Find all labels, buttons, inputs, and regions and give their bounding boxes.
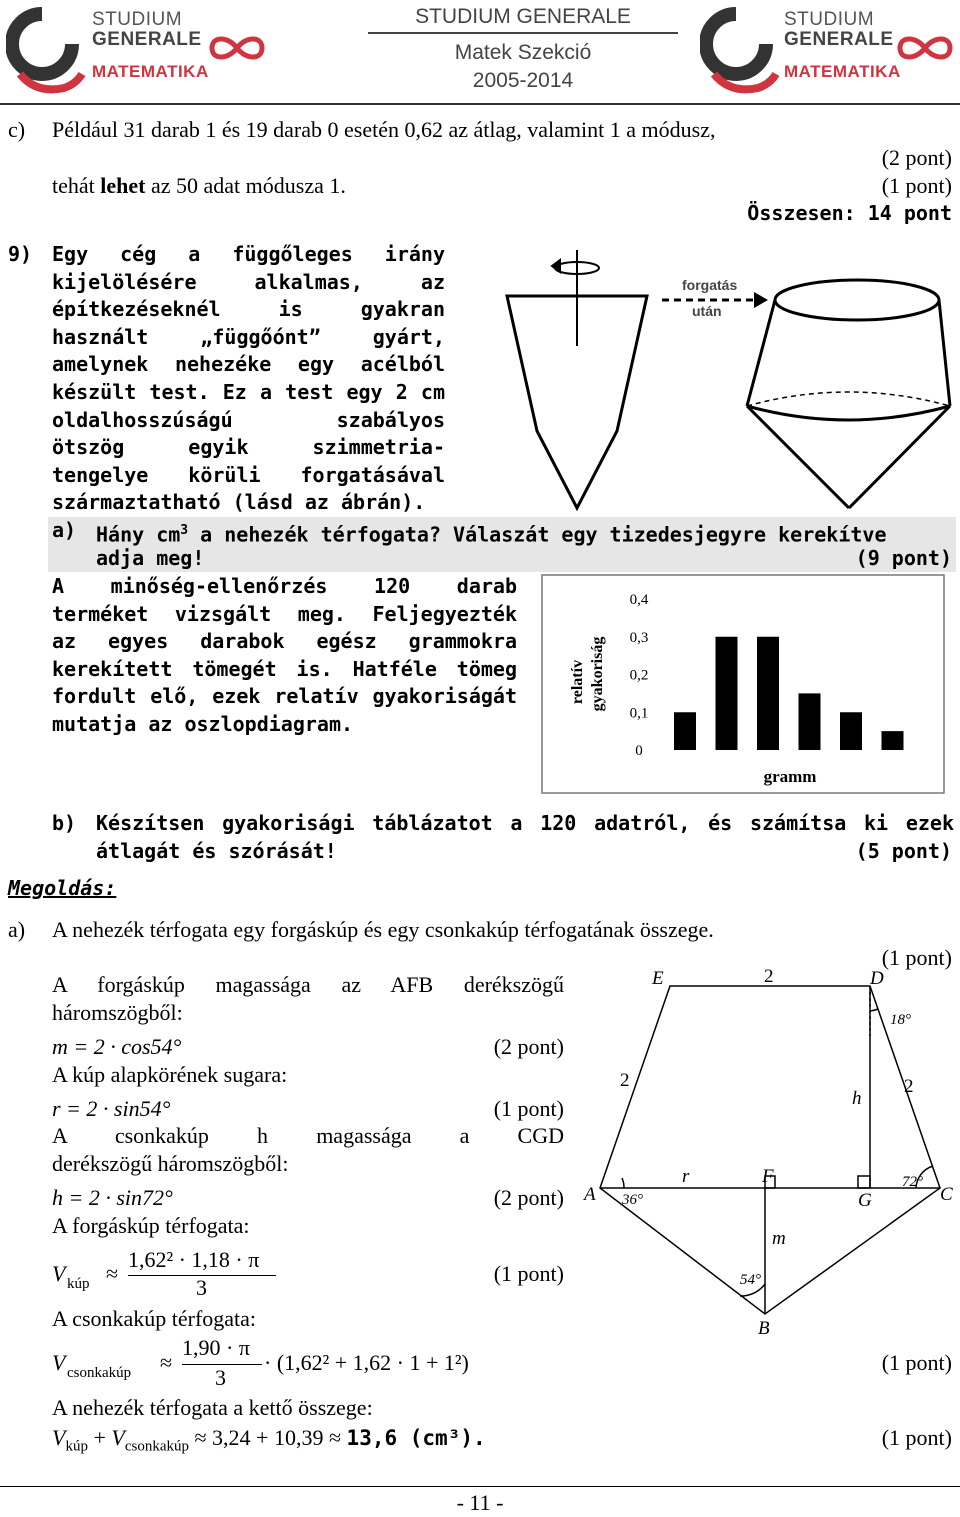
- logo-text-1: STUDIUM: [92, 9, 183, 30]
- parenthesis-term: · (1,62² + 1,62 · 1 + 1²): [264, 1350, 469, 1375]
- point-label: G: [858, 1190, 872, 1211]
- points-v-frustum: (1 pont): [881, 1350, 952, 1375]
- bar: [840, 712, 862, 750]
- angle-label: 36°: [622, 1192, 643, 1208]
- quality-line: terméket vizsgált meg. Feljegyezték: [52, 601, 517, 626]
- intro-line: tengelye körüli forgatásával: [52, 462, 445, 487]
- solution-a-line1: A nehezék térfogata egy forgáskúp és egy csonkakúp térfogatának összege.: [52, 917, 714, 942]
- angle-label: 72°: [902, 1174, 923, 1190]
- y-tick-label: 0: [635, 743, 643, 759]
- question-b-points: (5 pont): [855, 839, 952, 863]
- part-c-line2: [52, 172, 346, 200]
- header: [0, 0, 960, 100]
- solution-heading: Megoldás:: [8, 876, 117, 900]
- y-tick-label: 0,2: [629, 667, 649, 684]
- bar-chart: [541, 574, 945, 794]
- final-result: 13,6 (cm³).: [346, 1426, 486, 1450]
- subscript: csonkakúp: [67, 1365, 132, 1381]
- approx-sign: ≈: [106, 1261, 119, 1286]
- quality-line: A minőség-ellenőrzés 120 darab: [52, 574, 517, 598]
- question-a-label: a): [52, 518, 77, 542]
- bar: [716, 637, 738, 750]
- point-label: D: [870, 968, 884, 989]
- part-c-points2: (1 pont): [881, 173, 952, 198]
- angle-18-arc: [870, 1009, 878, 1011]
- formula-h: h = 2 · sin72°: [52, 1185, 173, 1210]
- var-v: V: [52, 1261, 66, 1286]
- angle-label: 18°: [890, 1012, 911, 1028]
- bar: [757, 637, 779, 750]
- y-tick-label: 0,4: [629, 592, 649, 608]
- denominator: 3: [215, 1365, 226, 1390]
- angle-label: 54°: [740, 1272, 761, 1288]
- question-b-line1: [96, 810, 954, 838]
- header-center-subtitle: Matek Szekció: [454, 41, 592, 64]
- header-rule: [0, 103, 960, 105]
- intro-line: ötszög egyik szimmetria-: [52, 435, 445, 460]
- quality-line: kerekített tömegét is. Hatféle tömeg: [52, 656, 517, 681]
- step-text: [52, 1122, 564, 1178]
- subscript: kúp: [65, 1438, 88, 1455]
- question-a-points: (9 pont): [855, 546, 952, 570]
- points-r: (1 pont): [493, 1096, 564, 1121]
- approx-sign: ≈: [160, 1350, 173, 1375]
- intro-line: használt „függőónt” gyárt,: [52, 324, 445, 349]
- logo-text-3: MATEMATIKA: [784, 62, 901, 81]
- pentagon-outline: [600, 986, 940, 1314]
- logo-emblem-icon: [6, 4, 86, 96]
- text: A forgáskúp magassága az AFB derékszögű: [52, 972, 564, 997]
- question-a-line2: adja meg!: [96, 546, 205, 570]
- subscript: csonkakúp: [124, 1438, 189, 1455]
- right-angle-g: [858, 1176, 870, 1188]
- point-label: B: [758, 1318, 770, 1338]
- header-center-title: STUDIUM GENERALE: [415, 5, 631, 28]
- pentagon-diagram: [580, 966, 956, 1338]
- side-label: 2: [620, 1070, 630, 1091]
- logo-left: [6, 4, 266, 96]
- y-axis-label: relatív: [569, 659, 586, 705]
- points-h: (2 pont): [493, 1185, 564, 1210]
- logo-text-2: GENERALE: [784, 29, 894, 50]
- formula-v-cone: [52, 1246, 312, 1302]
- quality-line: fordult elő, ezek relatív gyakoriságát: [52, 684, 517, 709]
- intro-line: származtatható (lásd az ábrán).: [52, 490, 426, 515]
- logo-text-3: MATEMATIKA: [92, 62, 209, 81]
- logo-text-1: STUDIUM: [784, 9, 875, 30]
- step-text: A csonkakúp térfogata:: [52, 1306, 257, 1331]
- segment-label: r: [682, 1166, 690, 1187]
- segment-label: m: [772, 1228, 786, 1249]
- step-text: [52, 971, 564, 1027]
- numerator: 1,62² · 1,18 · π: [128, 1247, 260, 1272]
- problem-intro: [52, 241, 445, 517]
- arrowhead-icon: [754, 292, 768, 308]
- logo-text-2: GENERALE: [92, 29, 202, 50]
- intro-line: oldalhosszúságú szabályos: [52, 407, 445, 432]
- text: tehát: [52, 173, 101, 198]
- superscript: 3: [180, 523, 189, 538]
- numerator: 1,90 · π: [182, 1335, 250, 1360]
- figure-label: után: [692, 303, 722, 319]
- quality-line: az egyes darabok egész grammokra: [52, 629, 517, 654]
- angle-36-arc: [622, 1178, 624, 1188]
- text: derékszögű háromszögből:: [52, 1151, 289, 1176]
- problem-number: 9): [8, 242, 33, 266]
- var-v: V: [52, 1350, 66, 1375]
- plus-sign: +: [93, 1425, 106, 1450]
- text: a nehezék térfogata? Válaszát egy tizedesjegyre kerekítve: [188, 522, 887, 547]
- intro-line: készült test. Ez a test egy 2 cm: [52, 379, 445, 404]
- solution-a-points: (1 pont): [881, 945, 952, 970]
- formula-v-frustum: [52, 1334, 552, 1392]
- part-c-points1: (2 pont): [881, 145, 952, 170]
- points-total: (1 pont): [881, 1425, 952, 1450]
- side-label: 2: [904, 1076, 914, 1097]
- part-c-line1: Például 31 darab 1 és 19 darab 0 esetén 0,62 az átlag, valamint 1 a módusz,: [52, 117, 716, 142]
- part-c-label: c): [8, 117, 26, 142]
- points-v-cone: (1 pont): [493, 1261, 564, 1286]
- header-center-years: 2005-2014: [472, 69, 574, 92]
- figure-label: forgatás: [682, 277, 738, 293]
- footer-rule: [0, 1486, 960, 1487]
- text: Hány cm: [96, 522, 181, 547]
- header-center: [368, 4, 678, 96]
- subscript: kúp: [67, 1276, 90, 1292]
- bar: [674, 712, 696, 750]
- bar: [882, 731, 904, 750]
- x-axis-label: gramm: [763, 767, 817, 786]
- point-label: E: [652, 968, 664, 989]
- quality-line: mutatja az oszlopdiagram.: [52, 711, 354, 736]
- var-v: V: [52, 1425, 66, 1450]
- y-axis-label: gyakoriság: [589, 636, 606, 712]
- logo-right: [700, 4, 958, 96]
- text: Készítsen gyakorisági táblázatot a 120 adatról, és számítsa ki ezek: [96, 811, 954, 835]
- total-points: Összesen: 14 pont: [747, 201, 952, 225]
- infinity-icon: [206, 34, 268, 62]
- bar: [799, 693, 821, 750]
- page-number: - 11 -: [456, 1490, 504, 1515]
- intro-line: amelynek nehezéke egy acélból: [52, 352, 445, 377]
- var-v: V: [111, 1425, 125, 1450]
- rotation-arrow-icon: [552, 250, 599, 346]
- question-b-line2: átlagát és szórását!: [96, 839, 337, 863]
- formula-total: [52, 1424, 572, 1456]
- sum-expression: ≈ 3,24 + 10,39 ≈: [194, 1425, 342, 1450]
- text: A csonkakúp h magassága a CGD: [52, 1123, 564, 1148]
- point-label: A: [584, 1184, 596, 1205]
- logo-emblem-icon: [700, 4, 780, 96]
- question-a-line1: [96, 517, 887, 549]
- solid-after: [747, 280, 950, 508]
- step-text: A nehezék térfogata a kettő összege:: [52, 1395, 373, 1420]
- text: az 50 adat módusza 1.: [145, 173, 346, 198]
- question-b-label: b): [52, 811, 77, 835]
- points-m: (2 pont): [493, 1034, 564, 1059]
- step-text: A kúp alapkörének sugara:: [52, 1062, 288, 1087]
- point-label: F: [762, 1166, 774, 1187]
- intro-line: kijelölésére alkalmas, az: [52, 269, 445, 294]
- solution-a-label: a): [8, 917, 26, 942]
- emphasis: lehet: [100, 173, 146, 198]
- quality-paragraph: [52, 573, 517, 739]
- side-label: 2: [764, 966, 774, 987]
- header-divider: [368, 32, 678, 34]
- segment-label: h: [852, 1088, 862, 1109]
- step-text: A forgáskúp térfogata:: [52, 1213, 250, 1238]
- intro-line: építkezéseknél is gyakran: [52, 297, 445, 322]
- y-tick-label: 0,1: [629, 705, 649, 722]
- formula-m: m = 2 · cos54°: [52, 1034, 182, 1059]
- intro-line: Egy cég a függőleges irány: [52, 242, 445, 266]
- denominator: 3: [196, 1275, 207, 1300]
- infinity-icon: [894, 34, 956, 62]
- y-tick-label: 0,3: [629, 629, 649, 646]
- formula-r: r = 2 · sin54°: [52, 1096, 171, 1121]
- rotation-figure: [492, 246, 954, 516]
- point-label: C: [940, 1184, 953, 1205]
- text: háromszögből:: [52, 1000, 183, 1025]
